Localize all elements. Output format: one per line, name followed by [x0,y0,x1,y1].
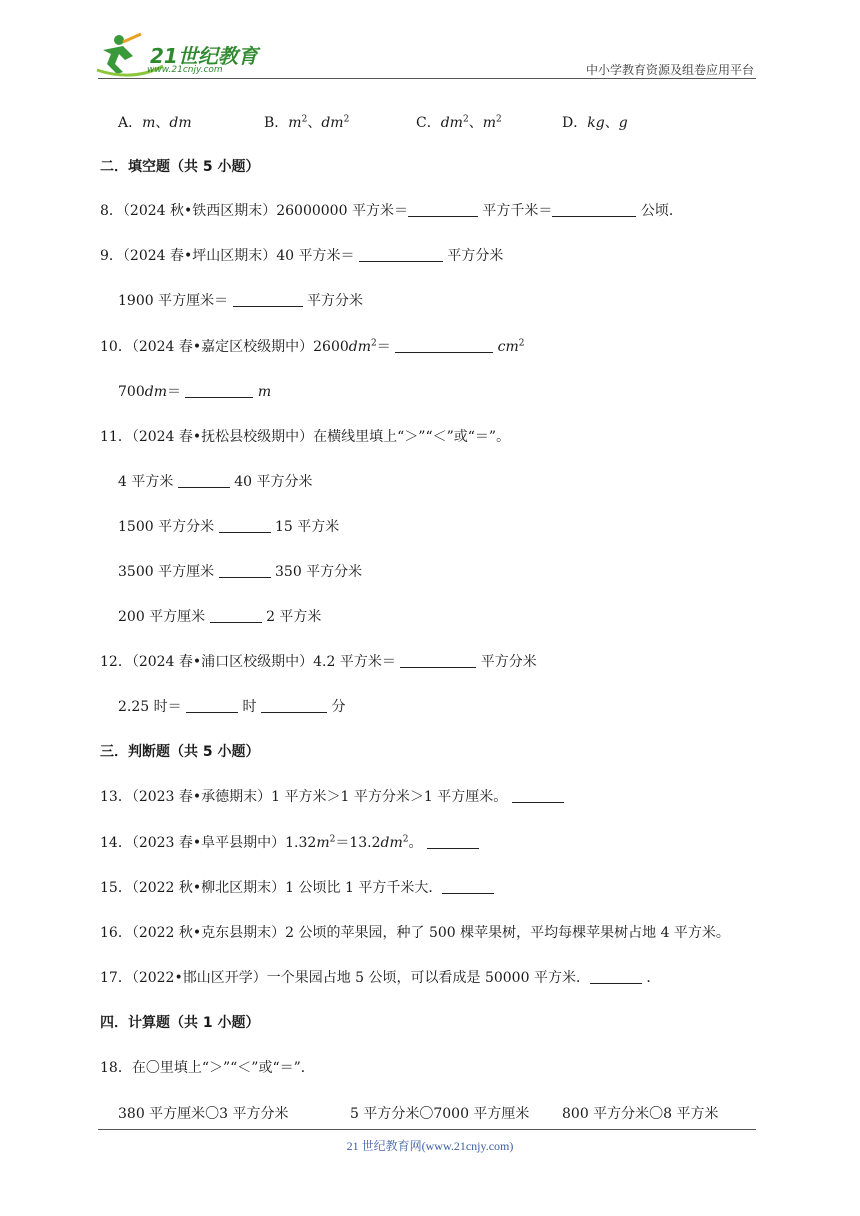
question-18-item: 380 平方厘米〇3 平方分米 [118,1106,289,1122]
question-15: 15．（2022 秋•柳北区期末）1 公顷比 1 平方千米大． [100,878,494,898]
question-8: 8．（2024 秋•铁西区期末）26000000 平方米＝ 平方千米＝ 公顷． [100,203,683,219]
question-18: 18．在〇里填上“＞”“＜”或“＝”． [100,1060,315,1076]
question-11-row: 1500 平方分米 15 平方米 [118,519,340,535]
question-11-row: 200 平方厘米 2 平方米 [118,609,322,625]
answer-blank[interactable] [219,518,271,533]
answer-blank[interactable] [442,879,494,894]
answer-blank[interactable] [185,383,253,398]
question-13: 13．（2023 春•承德期末）1 平方米＞1 平方分米＞1 平方厘米。 [100,787,564,807]
answer-blank[interactable] [512,788,564,803]
section-2-title: 二．填空题（共 5 小题） [100,159,260,175]
answer-blank[interactable] [210,608,262,623]
option-a: A．m、dm [118,115,192,131]
question-11-row: 3500 平方厘米 350 平方分米 [118,564,363,580]
question-16: 16．（2022 秋•克东县期末）2 公顷的苹果园，种了 500 棵苹果树，平均每棵苹果树占地 4 平方米。 [100,925,730,941]
question-9-part2: 1900 平方厘米＝ 平方分米 [118,293,363,309]
question-9: 9．（2024 春•坪山区期末）40 平方米＝ 平方分米 [100,248,504,264]
footer-link[interactable]: 21 世纪教育网(www.21cnjy.com) [346,1139,514,1153]
section-4-title: 四．计算题（共 1 小题） [100,1015,260,1031]
option-b: B．$m^2$、$dm^2$ [264,114,350,131]
question-14: 14．（2023 春•阜平县期中）$1.32m^2=13.2dm^2$。 [100,833,479,853]
answer-blank[interactable] [359,247,443,262]
answer-blank[interactable] [395,338,493,353]
answer-blank[interactable] [219,563,271,578]
answer-blank[interactable] [178,473,230,488]
answer-blank[interactable] [427,834,479,849]
question-10: 10．（2024 春•嘉定区校级期中）$2600dm^2= cm^2$ [100,338,525,355]
answer-blank[interactable] [552,202,636,217]
question-11-row: 4 平方米 40 平方分米 [118,474,313,490]
question-12: 12．（2024 春•浦口区校级期中）4.2 平方米＝ 平方分米 [100,654,537,670]
question-17: 17．（2022•邯山区开学）一个果园占地 5 公顷，可以看成是 50000 平方米． ． [100,970,661,986]
answer-blank[interactable] [400,653,476,668]
answer-blank[interactable] [233,292,303,307]
answer-blank[interactable] [408,202,478,217]
answer-blank[interactable] [590,969,642,984]
platform-title: 中小学教育资源及组卷应用平台 [585,63,754,77]
header-divider [98,78,756,79]
question-12-part2: 2.25 时＝ 时 分 [118,699,346,715]
answer-blank[interactable] [261,698,327,713]
answer-blank[interactable] [186,698,238,713]
option-c: C．$dm^2$、$m^2$ [416,114,502,131]
logo-text: 21世纪教育 [150,44,258,68]
section-3-title: 三．判断题（共 5 小题） [100,744,260,760]
option-d: D．kg、g [562,115,628,131]
logo-url: www.21cnjy.com [147,65,223,75]
question-10-part2: 700dm＝ m [118,384,272,400]
footer-divider [98,1129,756,1130]
question-18-item: 800 平方分米〇8 平方米 [562,1106,719,1122]
question-11: 11．（2024 春•抚松县校级期中）在横线里填上“＞”“＜”或“＝”。 [100,429,511,445]
question-18-item: 5 平方分米〇7000 平方厘米 [350,1106,530,1122]
